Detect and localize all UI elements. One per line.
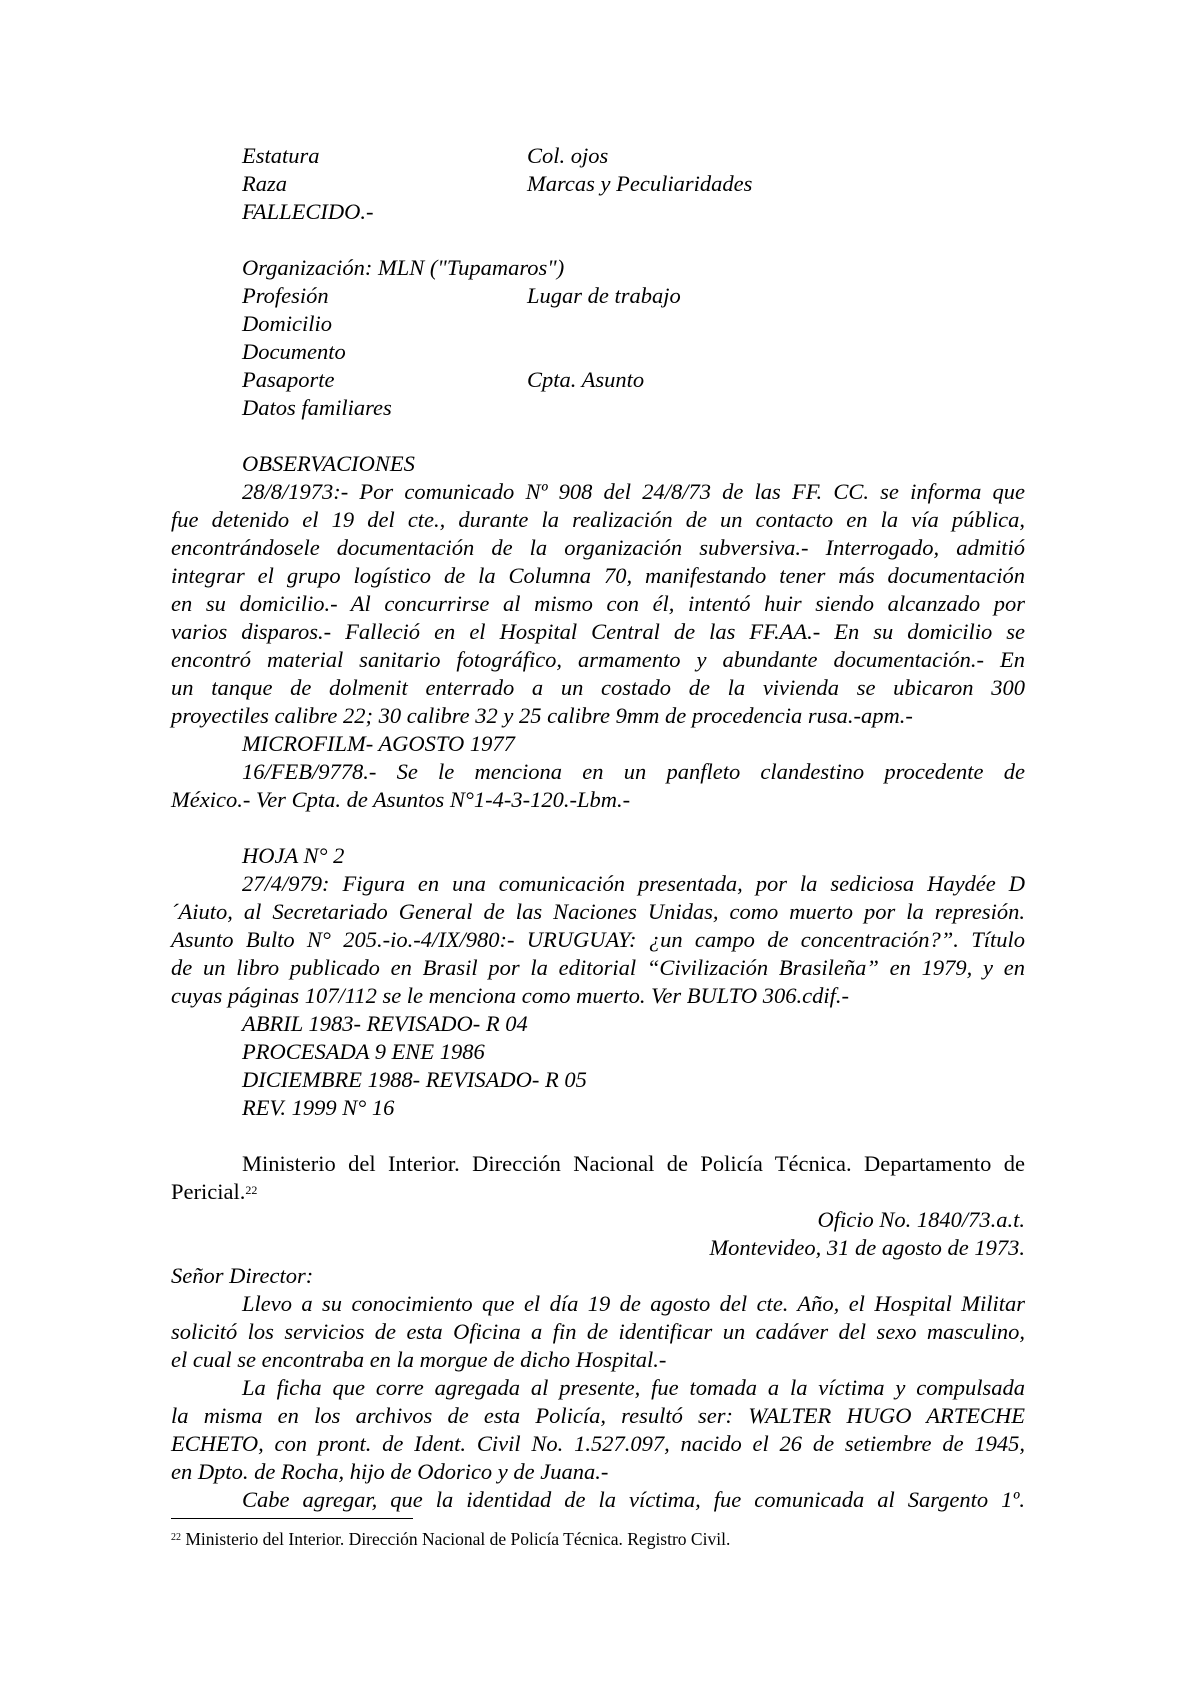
ministerio-line-1: Ministerio del Interior. Dirección Nacional de Policía Técnica. Departamento de: [242, 1151, 1025, 1176]
letter-date: Montevideo, 31 de agosto de 1973.: [709, 1235, 1025, 1260]
field-profesion: Profesión: [242, 283, 329, 308]
field-pasaporte: Pasaporte: [242, 367, 335, 392]
field-marcas: Marcas y Peculiaridades: [527, 171, 753, 196]
field-lugar-trabajo: Lugar de trabajo: [527, 283, 681, 308]
observaciones-line: 16/FEB/9778.- Se le menciona en un panfleto clandestino procedente de: [242, 759, 1025, 784]
field-raza: Raza: [242, 171, 287, 196]
field-col-ojos: Col. ojos: [527, 143, 609, 168]
footnote-number: 22: [171, 1532, 181, 1543]
observaciones-line: 28/8/1973:- Por comunicado Nº 908 del 24/8/73 de las FF. CC. se informa que: [242, 479, 1025, 504]
observaciones-line: encontrándosele documentación de la organización subversiva.- Interrogado, admitió: [171, 535, 1025, 560]
hoja-line: de un libro publicado en Brasil por la editorial “Civilización Brasileña” en 1979, y en: [171, 955, 1025, 980]
letter-line: el cual se encontraba en la morgue de dicho Hospital.-: [171, 1347, 667, 1372]
hoja-note: ABRIL 1983- REVISADO- R 04: [242, 1011, 528, 1036]
letter-line: solicitó los servicios de esta Oficina a fin de identificar un cadáver del sexo masculino,: [171, 1319, 1025, 1344]
ministerio-line-2-text: Pericial.: [171, 1179, 246, 1204]
field-fallecido: FALLECIDO.-: [242, 199, 374, 224]
observaciones-line: en su domicilio.- Al concurrirse al mismo con él, intentó huir siendo alcanzado por: [171, 591, 1025, 616]
letter-line: Cabe agregar, que la identidad de la víctima, fue comunicada al Sargento 1º.: [242, 1487, 1025, 1512]
field-domicilio: Domicilio: [242, 311, 332, 336]
hoja-note: PROCESADA 9 ENE 1986: [242, 1039, 485, 1064]
hoja-note: DICIEMBRE 1988- REVISADO- R 05: [242, 1067, 587, 1092]
observaciones-line: proyectiles calibre 22; 30 calibre 32 y 25 calibre 9mm de procedencia rusa.-apm.-: [171, 703, 913, 728]
microfilm-note: MICROFILM- AGOSTO 1977: [242, 731, 515, 756]
observaciones-heading: OBSERVACIONES: [242, 451, 415, 476]
field-organizacion: Organización: MLN ("Tupamaros"): [242, 255, 565, 280]
hoja-heading: HOJA N° 2: [242, 843, 345, 868]
hoja-note: REV. 1999 N° 16: [242, 1095, 395, 1120]
letter-line: la misma en los archivos de esta Policía, resultó ser: WALTER HUGO ARTECHE: [171, 1403, 1025, 1428]
letter-line: en Dpto. de Rocha, hijo de Odorico y de Juana.-: [171, 1459, 609, 1484]
footnote-separator: [171, 1518, 413, 1519]
field-estatura: Estatura: [242, 143, 320, 168]
observaciones-line: encontró material sanitario fotográfico, armamento y abundante documentación.- En: [171, 647, 1025, 672]
footnote-text: Ministerio del Interior. Dirección Nacional de Policía Técnica. Registro Civil.: [181, 1529, 731, 1549]
footnote: [171, 1528, 730, 1550]
letter-line: La ficha que corre agregada al presente, fue tomada a la víctima y compulsada: [242, 1375, 1025, 1400]
footnote-ref: 22: [245, 1183, 258, 1197]
letter-line: Llevo a su conocimiento que el día 19 de agosto del cte. Año, el Hospital Militar: [242, 1291, 1025, 1316]
letter-line: ECHETO, con pront. de Ident. Civil No. 1.527.097, nacido el 26 de setiembre de 1945,: [171, 1431, 1025, 1456]
field-cpta-asunto: Cpta. Asunto: [527, 367, 645, 392]
hoja-line: ´Aiuto, al Secretariado General de las Naciones Unidas, como muerto por la represión.: [171, 899, 1025, 924]
hoja-line: cuyas páginas 107/112 se le menciona como muerto. Ver BULTO 306.cdif.-: [171, 983, 850, 1008]
observaciones-line: integrar el grupo logístico de la Columna 70, manifestando tener más documentación: [171, 563, 1025, 588]
observaciones-line: México.- Ver Cpta. de Asuntos N°1-4-3-120.-Lbm.-: [171, 787, 631, 812]
ministerio-line-2: [171, 1178, 1025, 1206]
field-datos-familiares: Datos familiares: [242, 395, 392, 420]
observaciones-line: fue detenido el 19 del cte., durante la realización de un contacto en la vía pública,: [171, 507, 1025, 532]
field-documento: Documento: [242, 339, 346, 364]
hoja-line: Asunto Bulto N° 205.-io.-4/IX/980:- URUGUAY: ¿un campo de concentración?”. Título: [171, 927, 1025, 952]
observaciones-line: un tanque de dolmenit enterrado a un costado de la vivienda se ubicaron 300: [171, 675, 1025, 700]
observaciones-line: varios disparos.- Falleció en el Hospital Central de las FF.AA.- En su domicilio se: [171, 619, 1025, 644]
oficio-number: Oficio No. 1840/73.a.t.: [817, 1207, 1025, 1232]
letter-salutation: Señor Director:: [171, 1263, 314, 1288]
hoja-line: 27/4/979: Figura en una comunicación presentada, por la sediciosa Haydée D: [242, 871, 1025, 896]
